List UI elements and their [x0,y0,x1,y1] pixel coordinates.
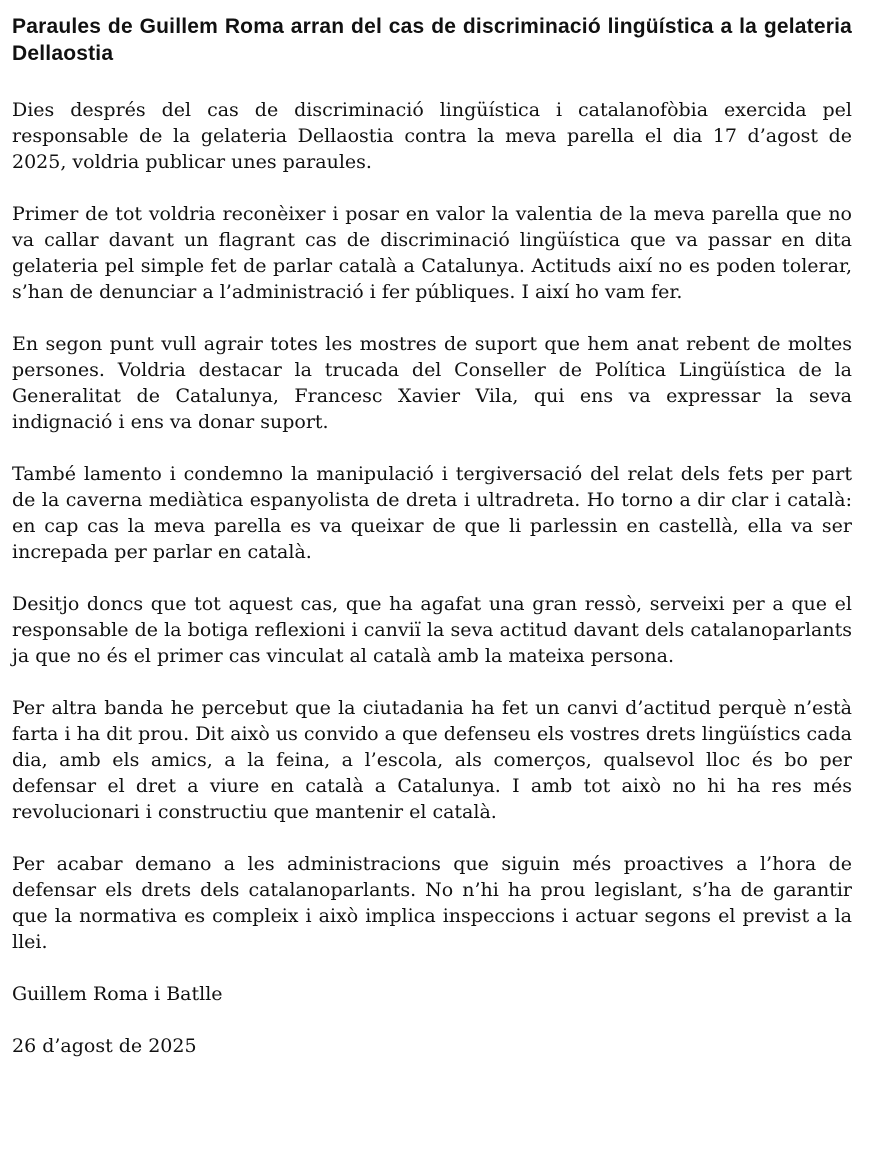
document-title: Paraules de Guillem Roma arran del cas de discriminació lingüística a la gelateria Dellaostia [12,15,852,65]
paragraph-condemnation: També lamento i condemno la manipulació i tergiversació del relat dels fets per part de la caverna mediàtica espanyolista de dreta i ultradreta. Ho torno a dir clar i català: en cap cas la meva parella es va queixar de que li parlessin en castellà, ella va ser increpada per parlar en català. [12,463,852,563]
document-date: 26 d’agost de 2025 [12,1035,197,1057]
document-page [12,13,852,1059]
paragraph-thanks: En segon punt vull agrair totes les mostres de suport que hem anat rebent de moltes persones. Voldria destacar la trucada del Conseller de Política Lingüística de la Generalitat de Catalunya, Francesc Xavier Vila, qui ens va expressar la seva indignació i ens va donar suport. [12,333,852,433]
paragraph-call-to-action: Per altra banda he percebut que la ciutadania ha fet un canvi d’actitud perquè n’està farta i ha dit prou. Dit això us convido a que defenseu els vostres drets lingüístics cada dia, amb els amics, a la feina, a l’escola, als comerços, qualsevol lloc és bo per defensar el dret a viure en català a Catalunya. I amb tot això no hi ha res més revolucionari i constructiu que mantenir el català. [12,697,852,823]
paragraph-closing: Per acabar demano a les administracions que siguin més proactives a l’hora de defensar els drets dels catalanoparlants. No n’hi ha prou legislant, s’ha de garantir que la normativa es compleix i això implica inspeccions i actuar segons el previst a la llei. [12,853,852,953]
paragraph-recognition: Primer de tot voldria reconèixer i posar en valor la valentia de la meva parella que no va callar davant un flagrant cas de discriminació lingüística que va passar en dita gelateria pel simple fet de parlar català a Catalunya. Actituds així no es poden tolerar, s’han de denunciar a l’administració i fer públiques. I així ho vam fer. [12,203,852,303]
paragraph-reflection: Desitjo doncs que tot aquest cas, que ha agafat una gran ressò, serveixi per a que el responsable de la botiga reflexioni i canviï la seva actitud davant dels catalanoparlants ja que no és el primer cas vinculat al català amb la mateixa persona. [12,593,852,667]
signature: Guillem Roma i Batlle [12,983,223,1005]
paragraph-intro: Dies després del cas de discriminació lingüística i catalanofòbia exercida pel responsable de la gelateria Dellaostia contra la meva parella el dia 17 d’agost de 2025, voldria publicar unes paraules. [12,99,852,173]
